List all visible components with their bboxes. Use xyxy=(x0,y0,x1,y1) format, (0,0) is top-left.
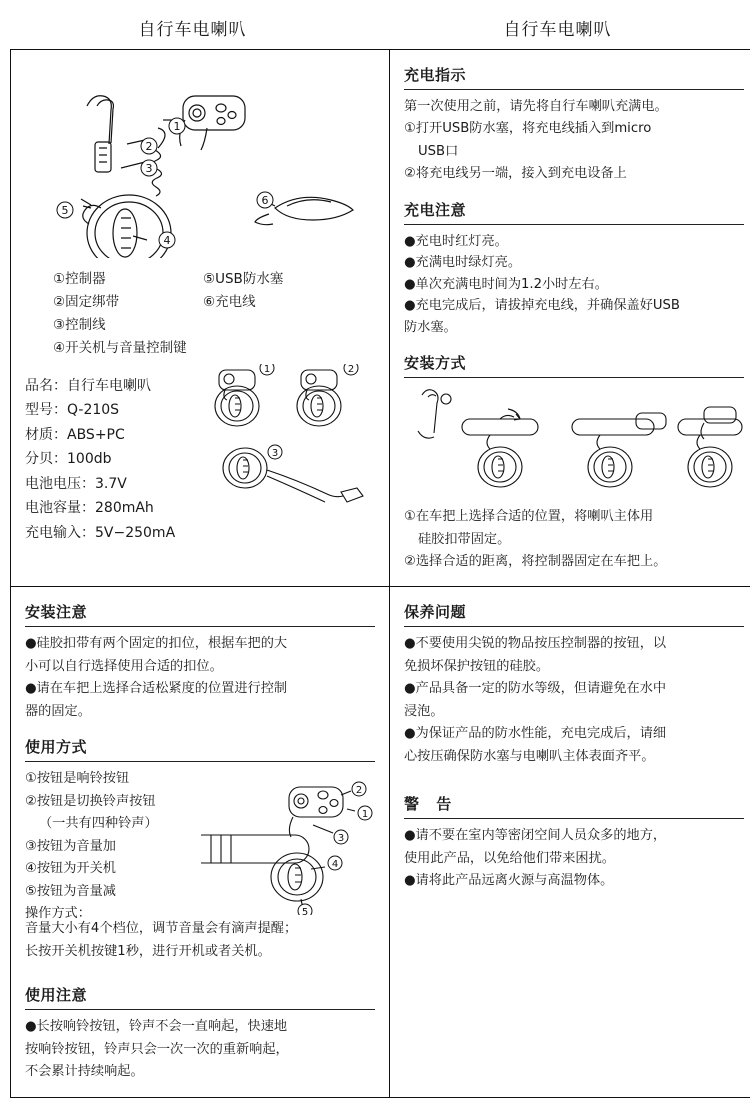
charge-notice-item: ●充电完成后，请拔掉充电线，并确保盖好USB xyxy=(404,298,680,314)
install-thumbnails xyxy=(205,364,375,546)
install-item: ②选择合适的距离，将控制器固定在车把上。 xyxy=(404,553,667,569)
usage-steps-text xyxy=(25,769,195,926)
spec-item: 电池电压：3.7V xyxy=(25,475,127,492)
usage-notice-heading: 使用注意 xyxy=(25,986,88,1005)
svg-text:1: 1 xyxy=(173,120,181,133)
svg-text:6: 6 xyxy=(261,194,269,207)
svg-text:2: 2 xyxy=(355,785,363,797)
legend-item: ②固定绑带 xyxy=(53,293,120,310)
spec-item: 分贝：100db xyxy=(25,451,112,468)
charge-notice-item: ●充电时红灯亮。 xyxy=(404,233,508,249)
maintenance-item: 免损坏保护按钮的硅胶。 xyxy=(404,658,550,674)
usage-item: 长按开关机按键1秒，进行开机或者关机。 xyxy=(25,943,271,959)
parts-illustration xyxy=(25,58,370,258)
charge-notice-item: ●单次充满电时间为1.2小时左右。 xyxy=(404,276,608,292)
usage-item: ②按钮是切换铃声按钮 xyxy=(25,793,156,809)
install-notice-item: ●请在车把上选择合适松紧度的位置进行控制 xyxy=(25,681,288,697)
panel-charging-and-install xyxy=(389,49,750,587)
charge-guide-line: ①打开USB防水塞，将充电线插入到micro xyxy=(404,121,652,137)
charge-guide-line: ②将充电线另一端，接入到充电设备上 xyxy=(404,166,627,182)
divider xyxy=(25,626,375,627)
legend-item: ③控制线 xyxy=(53,316,106,333)
svg-text:2: 2 xyxy=(145,140,153,153)
page-title-right: 自行车电喇叭 xyxy=(503,20,612,40)
svg-text:5: 5 xyxy=(61,204,69,217)
install-notice-heading: 安装注意 xyxy=(25,603,88,622)
title-row xyxy=(10,8,740,49)
svg-text:3: 3 xyxy=(145,162,153,175)
usage-notice-item: 按响铃按钮，铃声只会一次一次的重新响起， xyxy=(25,1041,289,1057)
maintenance-item: ●不要使用尖锐的物品按压控制器的按钮，以 xyxy=(404,636,667,652)
panel-parts-and-spec xyxy=(10,49,389,587)
divider xyxy=(404,377,744,378)
legend-item: ⑥充电线 xyxy=(203,293,256,310)
charge-guide-line: USB口 xyxy=(418,143,459,159)
content-grid xyxy=(10,49,740,1080)
usage-item: ①按钮是响铃按钮 xyxy=(25,771,130,787)
usage-notice-item: ●长按响铃按钮，铃声不会一直响起，快速地 xyxy=(25,1019,288,1035)
divider xyxy=(404,626,744,627)
install-item: ①在车把上选择合适的位置，将喇叭主体用 xyxy=(404,509,654,525)
usage-item: ⑤按钮为音量减 xyxy=(25,883,116,899)
svg-text:1: 1 xyxy=(263,363,271,375)
charge-notice-heading: 充电注意 xyxy=(404,200,467,219)
parts-legend xyxy=(53,268,375,360)
legend-spacer xyxy=(203,337,375,360)
usage-heading: 使用方式 xyxy=(25,738,88,757)
divider xyxy=(404,89,744,90)
legend-item: ④开关机与音量控制键 xyxy=(53,339,187,356)
svg-text:4: 4 xyxy=(331,859,339,871)
maintenance-heading: 保养问题 xyxy=(404,603,467,622)
legend-item: ⑤USB防水塞 xyxy=(203,271,284,287)
usage-item: ③按钮为音量加 xyxy=(25,838,116,854)
svg-text:3: 3 xyxy=(337,833,345,845)
maintenance-item: 浸泡。 xyxy=(404,703,444,719)
usage-figure-wrap xyxy=(25,769,375,919)
usage-item: 音量大小有4个档位，调节音量会有滴声提醒； xyxy=(25,921,298,937)
spec-item: 充电输入：5V−250mA xyxy=(25,524,176,541)
install-notice-item: ●硅胶扣带有两个固定的扣位，根据车把的大 xyxy=(25,636,288,652)
svg-text:3: 3 xyxy=(271,447,279,459)
maintenance-item: ●为保证产品的防水性能，充电完成后，请细 xyxy=(404,726,667,742)
svg-text:1: 1 xyxy=(361,809,369,821)
panel-usage xyxy=(10,587,389,1097)
maintenance-item: 心按压确保防水塞与电喇叭主体表面齐平。 xyxy=(404,748,655,764)
spec-item: 材质：ABS+PC xyxy=(25,426,125,443)
install-illustration xyxy=(404,385,744,507)
install-heading: 安装方式 xyxy=(404,354,467,373)
svg-text:2: 2 xyxy=(347,363,355,375)
warning-item: 使用此产品，以免给他们带来困扰。 xyxy=(404,850,615,866)
parts-figure xyxy=(25,58,375,258)
divider xyxy=(404,224,744,225)
usage-notice-item: 不会累计持续响起。 xyxy=(25,1064,144,1080)
svg-text:4: 4 xyxy=(163,234,171,247)
maintenance-item: ●产品具备一定的防水等级，但请避免在水中 xyxy=(404,681,667,697)
warning-heading: 警 告 xyxy=(404,795,458,814)
spec-item: 品名：自行车电喇叭 xyxy=(25,377,151,394)
warning-item: ●请将此产品远离火源与高温物体。 xyxy=(404,873,614,889)
divider xyxy=(25,761,375,762)
panel-maintenance-and-warning xyxy=(389,587,750,1097)
charge-guide-line: 第一次使用之前，请先将自行车喇叭充满电。 xyxy=(404,99,668,114)
usage-item: 操作方式： xyxy=(25,905,91,921)
divider xyxy=(404,818,744,819)
usage-item: ④按钮为开关机 xyxy=(25,861,116,877)
install-figure xyxy=(404,385,744,507)
install-notice-item: 小可以自行选择使用合适的扣位。 xyxy=(25,658,223,674)
page-title-left: 自行车电喇叭 xyxy=(138,20,247,40)
charge-notice-list xyxy=(404,232,744,338)
install-notice-item: 器的固定。 xyxy=(25,703,91,719)
charge-notice-item: ●充满电时绿灯亮。 xyxy=(404,255,522,271)
spec-item: 型号：Q-210S xyxy=(25,402,120,419)
spec-item: 电池容量：280mAh xyxy=(25,500,154,517)
svg-text:5: 5 xyxy=(301,907,309,916)
legend-item: ①控制器 xyxy=(53,271,106,287)
install-steps-illustration xyxy=(205,364,375,524)
install-item: 硅胶扣带固定。 xyxy=(418,531,511,547)
warning-item: ●请不要在室内等密闭空间人员众多的地方， xyxy=(404,828,667,844)
legend-spacer xyxy=(203,314,375,337)
spec-list xyxy=(25,374,205,546)
usage-illustration xyxy=(201,765,381,915)
usage-item: （一共有四种铃声） xyxy=(39,816,158,832)
charge-notice-item: 防水塞。 xyxy=(404,319,457,335)
charge-guide-heading: 充电指示 xyxy=(404,66,467,84)
